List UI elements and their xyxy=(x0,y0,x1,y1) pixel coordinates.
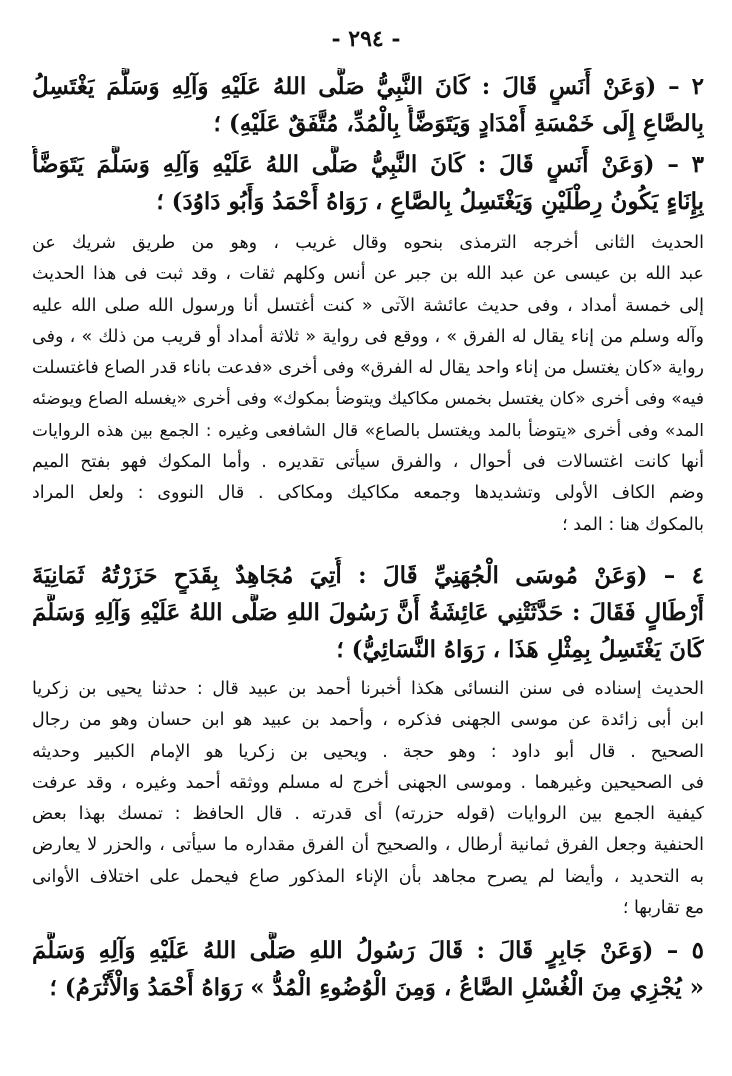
hadith-4-line: كَانَ يَغْتَسِلُ بِمِثْلِ هَذَا ، رَوَاهُ النَّسَائِيُّ) ؛ xyxy=(336,636,704,663)
commentary-line: ابن أبى زائدة عن موسى الجهنى فذكره ، وأحمد بن عبيد هو ابن حسان وهو من رجال xyxy=(32,710,704,731)
commentary-line: الصحيح . قال أبو داود : وهو حجة . ويحيى بن زكريا هو الإمام الكبير وحديثه xyxy=(32,741,704,762)
commentary-line: فى الصحيحين وغيرهما . وموسى الجهنى أخرج له مسلم ووثقه أحمد وغيره ، وقد عرفت xyxy=(32,772,704,793)
commentary-line: وضم الكاف الأولى وتشديدها وجمعه مكاكيك ومكاكى . قال النووى : ولعل المراد xyxy=(32,483,704,504)
commentary-line: الحنفية وجعل الفرق ثمانية أرطال ، والصحيح أن الفرق مقداره ما سيأتى ، والحزر لا يعارض xyxy=(32,835,704,856)
hadith-4-line: ٤ – (وَعَنْ مُوسَى الْجُهَنِيِّ قَالَ : أُتِيَ مُجَاهِدٌ بِقَدَحٍ حَزَرْتُهُ ثَمَانِيَةَ xyxy=(32,562,704,589)
commentary-line: كيفية الجمع بين الروايات (قوله حزرته) أى قدرته . قال الحافظ : تمسك بهذا بعض xyxy=(32,804,704,825)
commentary-line: فيه» وفى أخرى «كان يغتسل بخمس مكاكيك ويتوضأ بمكوك» وفى أخرى «يغسله الصاع ويوضئه xyxy=(32,389,704,410)
commentary-line: عبد الله بن عيسى عن عبد الله بن جبر عن أنس وكلهم ثقات ، وقد ثبت فى هذا الحديث xyxy=(32,264,704,285)
commentary-3 xyxy=(32,228,704,541)
commentary-line: إلى خمسة أمداد ، وفى حديث عائشة الآتى « كنت أغتسل أنا ورسول الله صلى الله عليه xyxy=(32,295,704,316)
hadith-5 xyxy=(32,932,704,1006)
commentary-line: أنها كانت اغتسالات فى أحوال ، والفرق سيأتى تقديره . وأما المكوك فهو بفتح الميم xyxy=(32,452,704,473)
commentary-line: مع تقاربها ؛ xyxy=(622,898,704,919)
commentary-line: به التحديد ، وأيضا لم يصرح مجاهد بأن الإناء المذكور صاع فيحمل على اختلاف الأوانى xyxy=(32,866,704,887)
hadith-4 xyxy=(32,557,704,668)
hadith-4-line: أَرْطَالٍ فَقَالَ : حَدَّثَتْنِي عَائِشَةُ أَنَّ رَسُولَ اللهِ صَلَّى اللهُ عَلَيْهِ وَآلِهِ وَسَلَّمَ xyxy=(32,599,704,626)
commentary-4 xyxy=(32,674,704,924)
page-number: - ٢٩٤ - xyxy=(331,26,401,52)
hadith-3 xyxy=(32,146,704,220)
hadith-5-line: ٥ – (وَعَنْ جَابِرٍ قَالَ : قَالَ رَسُولُ اللهِ صَلَّى اللهُ عَلَيْهِ وَآلِهِ وَسَلَّمَ xyxy=(32,937,704,964)
commentary-line: وآله وسلم من إناء يقال له الفرق » ، ووقع فى رواية « ثلاثة أمداد أو قريب من ذلك » ، وفى xyxy=(32,326,704,347)
hadith-3-line: ٣ – (وَعَنْ أَنَسٍ قَالَ : كَانَ النَّبِيُّ صَلَّى اللهُ عَلَيْهِ وَآلِهِ وَسَلَّمَ يَتَوَضَّأُ xyxy=(32,151,704,178)
hadith-5-line: « يُجْزِي مِنَ الْغُسْلِ الصَّاعُ ، وَمِنَ الْوُضُوءِ الْمُدُّ » رَوَاهُ أَحْمَدُ وَالْأَثْرَمُ) ؛ xyxy=(49,974,704,1001)
hadith-3-line: بِإِنَاءٍ يَكُونُ رِطْلَيْنِ وَيَغْتَسِلُ بِالصَّاعِ ، رَوَاهُ أَحْمَدُ وَأَبُو دَاوُدَ) ؛ xyxy=(156,188,704,215)
commentary-line: الحديث الثانى أخرجه الترمذى بنحوه وقال غريب ، وهو من طريق شريك عن xyxy=(32,233,704,253)
commentary-line: رواية «كان يغتسل من إناء واحد يقال له الفرق» وفى أخرى «فدعت باناء قدر الصاع فاغتسلت xyxy=(32,358,704,379)
hadith-2-line: ٢ – (وَعَنْ أَنَسٍ قَالَ : كَانَ النَّبِيُّ صَلَّى اللهُ عَلَيْهِ وَآلِهِ وَسَلَّمَ يَغْتَسِلُ xyxy=(32,73,704,100)
commentary-line: الحديث إسناده فى سنن النسائى هكذا أخبرنا أحمد بن عبيد قال : حدثنا يحيى بن زكريا xyxy=(32,679,704,699)
hadith-2 xyxy=(32,68,704,142)
commentary-line: بالمكوك هنا : المد ؛ xyxy=(562,514,704,535)
hadith-2-line: بِالصَّاعِ إِلَى خَمْسَةِ أَمْدَادٍ وَيَتَوَضَّأُ بِالْمُدِّ، مُتَّفَقٌ عَلَيْهِ) ؛ xyxy=(213,110,704,137)
commentary-line: المد» وفى أخرى «يتوضأ بالمد ويغتسل بالصاع» قال الشافعى وغيره : الجمع بين هذه الروايات xyxy=(32,420,704,441)
